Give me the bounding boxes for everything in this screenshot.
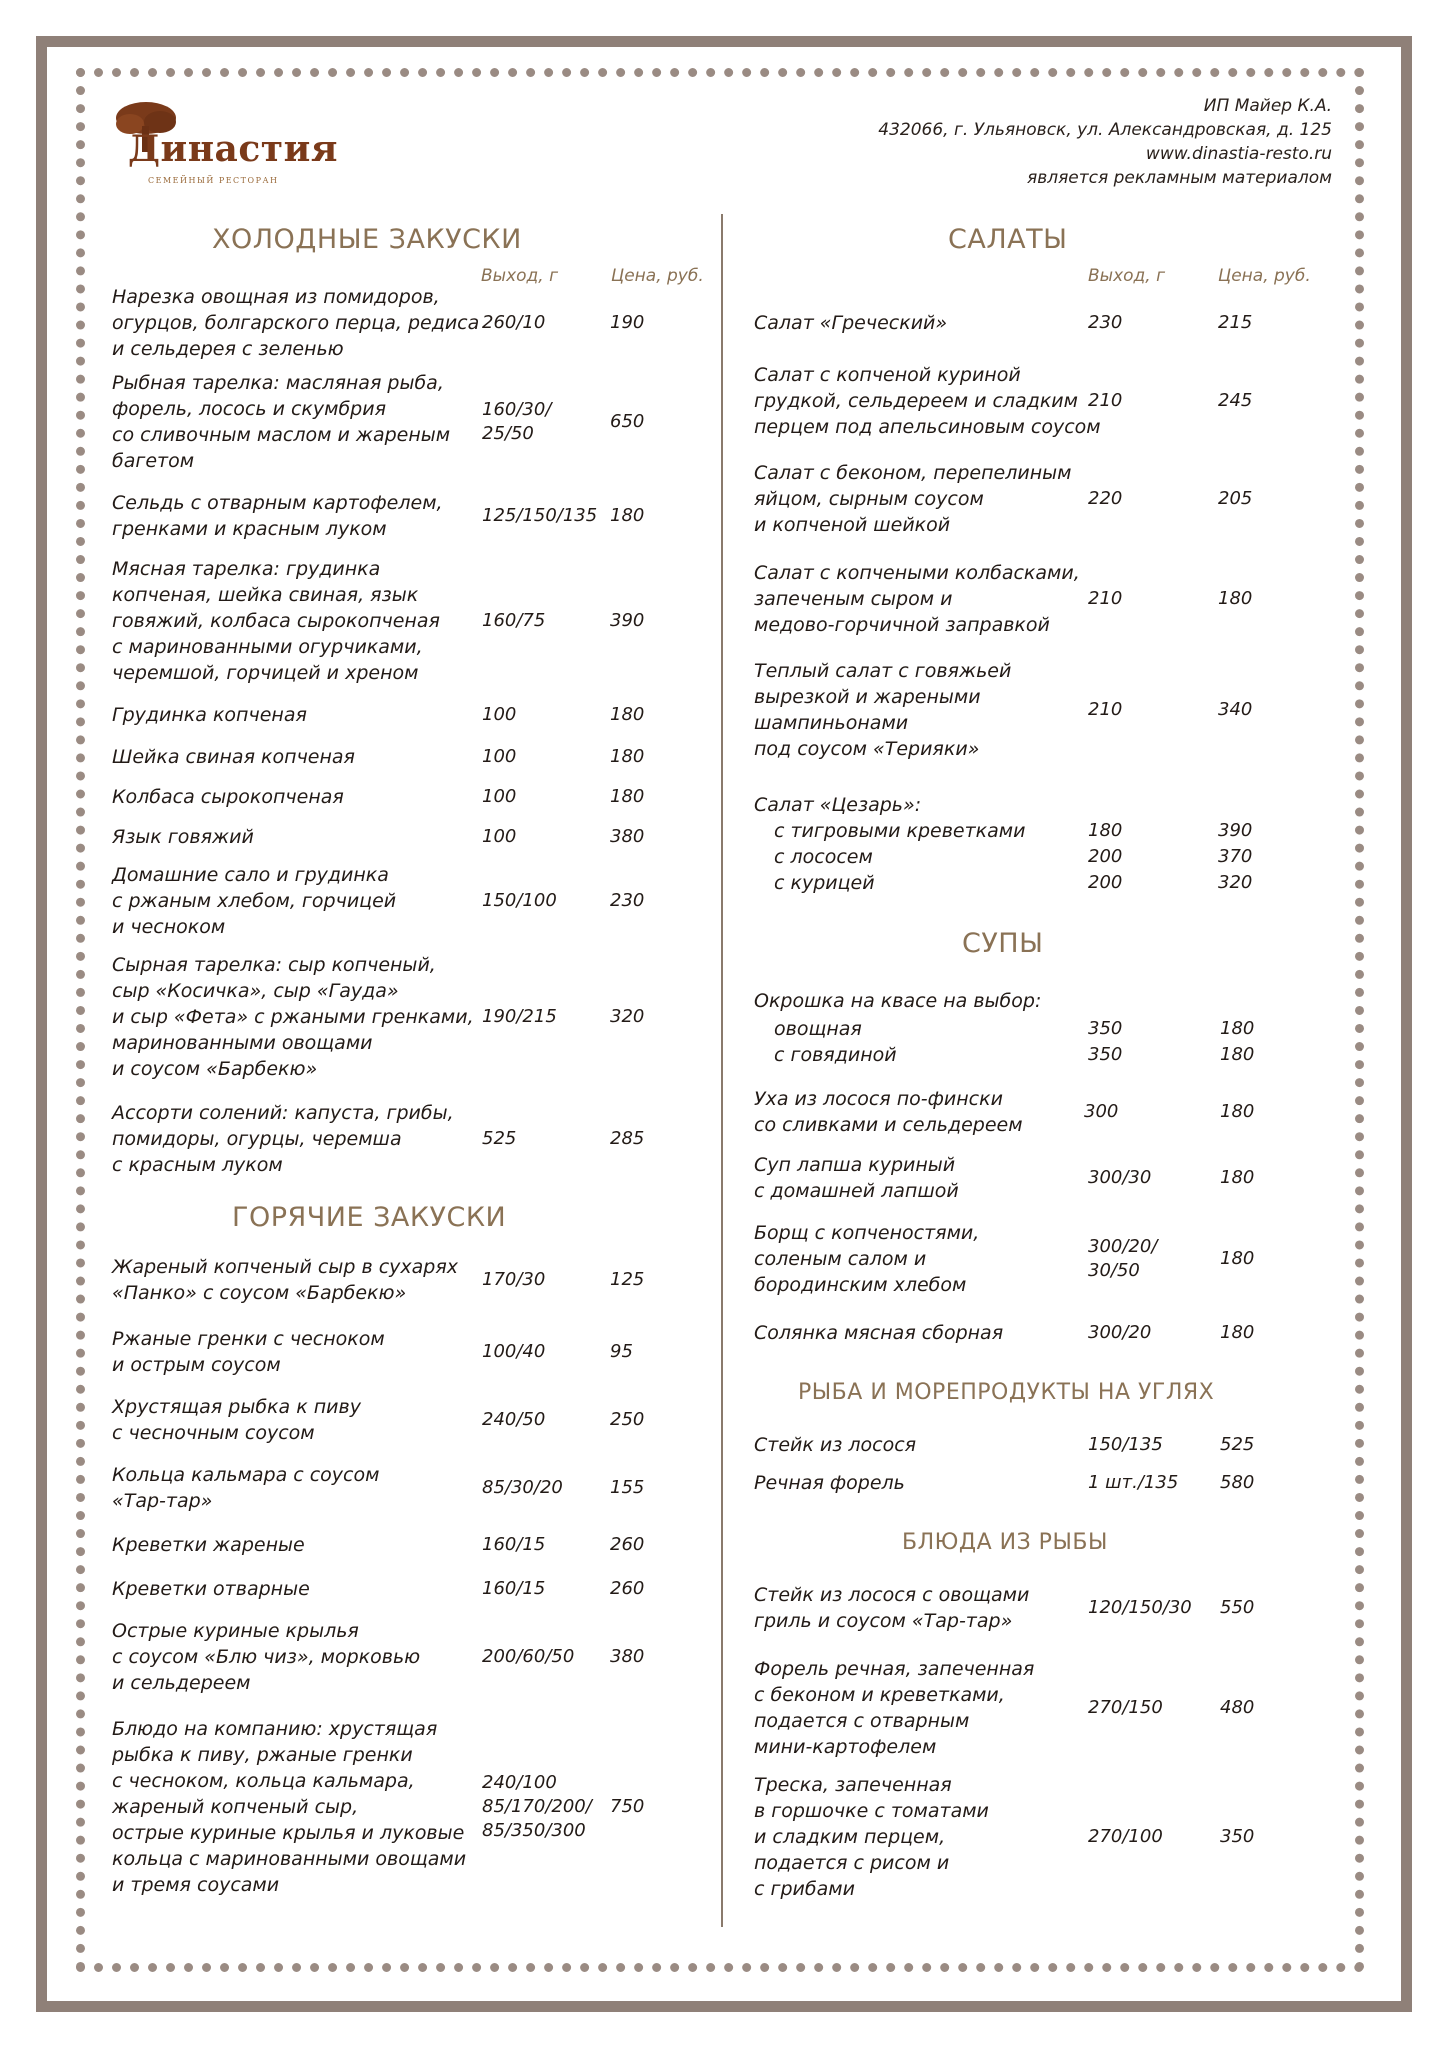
item-price: 480 [1220, 1697, 1255, 1718]
item-output: 150/100 [482, 890, 557, 911]
item-output: 200 [1088, 846, 1123, 867]
item-name: Стейк из лосося с овощами гриль и соусом «Тар-тар» [754, 1584, 1030, 1632]
item-price: 180 [1220, 1167, 1255, 1188]
item-price: 260 [610, 1578, 645, 1599]
brand-name: Династия [128, 128, 338, 170]
item-name: Жареный копченый сыр в сухарях «Панко» с соусом «Барбекю» [112, 1256, 459, 1304]
item-output: 300/20/ 30/50 [1088, 1236, 1158, 1281]
item-name: Креветки жареные [112, 1534, 305, 1556]
item-output: 120/150/30 [1088, 1597, 1192, 1618]
section-title-fish: БЛЮДА ИЗ РЫБЫ [902, 1530, 1108, 1555]
item-output: 270/100 [1088, 1826, 1163, 1847]
item-price: 260 [610, 1534, 645, 1555]
item-output: 160/75 [482, 610, 546, 631]
item-output: 160/30/ 25/50 [482, 399, 552, 444]
section-title-salads: САЛАТЫ [948, 224, 1068, 255]
item-name: с говядиной [774, 1044, 897, 1066]
item-price: 650 [610, 411, 645, 432]
menu-item [754, 1220, 1354, 1298]
menu-item [112, 1254, 712, 1306]
item-output: 300/20 [1088, 1322, 1152, 1343]
header-line-3: www.dinastia-resto.ru [1145, 144, 1332, 164]
item-output: 1 шт./135 [1088, 1472, 1179, 1493]
item-price: 370 [1218, 846, 1253, 867]
item-price: 285 [610, 1128, 645, 1149]
menu-item [774, 844, 1354, 870]
item-name: Колбаса сырокопченая [112, 786, 344, 808]
item-name: Суп лапша куриный с домашней лапшой [754, 1154, 959, 1202]
item-name: Сырная тарелка: сыр копченый, сыр «Косичка», сыр «Гауда» и сыр «Фета» с ржаными гренками, маринованными овощами и соусом «Барбекю» [112, 954, 474, 1080]
caesar-title: Салат «Цезарь»: [754, 794, 922, 816]
item-name: Салат с беконом, перепелиным яйцом, сырным соусом и копченой шейкой [754, 462, 1072, 536]
item-name: овощная [774, 1018, 862, 1040]
item-name: Треска, запеченная в горшочке с томатами и сладким перцем, подается с рисом и с грибами [754, 1774, 989, 1900]
item-price: 180 [610, 505, 645, 526]
header-line-1: ИП Майер К.А. [1203, 96, 1332, 116]
item-output: 300 [1084, 1101, 1119, 1122]
col-head-price-left: Цена, руб. [611, 266, 704, 286]
item-price: 180 [1220, 1322, 1255, 1343]
menu-item [754, 1582, 1354, 1634]
okroshka-title: Окрошка на квасе на выбор: [754, 990, 1042, 1012]
item-price: 205 [1218, 488, 1253, 509]
item-output: 240/100 85/170/200/ 85/350/300 [482, 1772, 592, 1841]
item-price: 155 [610, 1477, 645, 1498]
menu-item [754, 310, 1354, 336]
item-output: 260/10 [482, 312, 546, 333]
item-name: с лососем [774, 846, 873, 868]
item-price: 750 [610, 1796, 645, 1817]
menu-item [112, 784, 712, 810]
menu-item [112, 284, 712, 362]
item-price: 230 [610, 890, 645, 911]
item-output: 300/30 [1088, 1167, 1152, 1188]
menu-item [112, 824, 712, 850]
item-output: 190/215 [482, 1006, 557, 1027]
header-info [878, 94, 1332, 190]
item-price: 180 [1220, 1044, 1255, 1065]
menu-item [112, 1100, 712, 1178]
item-price: 180 [1220, 1018, 1255, 1039]
item-name: Домашние сало и грудинка с ржаным хлебом, горчицей и чесноком [112, 864, 397, 938]
item-name: Ассорти солений: капуста, грибы, помидоры, огурцы, черемша с красным луком [112, 1102, 454, 1176]
item-output: 240/50 [482, 1409, 546, 1430]
menu-item [112, 952, 712, 1082]
menu-item [754, 1772, 1354, 1902]
menu-item [112, 370, 712, 474]
header-line-4: является рекламным материалом [1026, 168, 1332, 188]
item-name: Ржаные гренки с чесноком и острым соусом [112, 1328, 385, 1376]
item-price: 390 [1218, 820, 1253, 841]
item-price: 180 [610, 746, 645, 767]
section-title-hot: ГОРЯЧИЕ ЗАКУСКИ [232, 1202, 507, 1233]
item-name: Рыбная тарелка: масляная рыба, форель, лосось и скумбрия со сливочным маслом и жареным багетом [112, 372, 451, 472]
menu-item [112, 1716, 712, 1898]
item-name: с курицей [774, 872, 875, 894]
menu-item [112, 1326, 712, 1378]
item-output: 125/150/135 [482, 505, 598, 526]
menu-item [754, 1470, 1354, 1496]
item-output: 525 [482, 1128, 517, 1149]
menu-item [774, 870, 1354, 896]
item-output: 100 [482, 746, 517, 767]
menu-item [754, 658, 1354, 762]
item-output: 100 [482, 826, 517, 847]
item-output: 230 [1088, 312, 1123, 333]
item-name: Острые куриные крылья с соусом «Блю чиз», морковью и сельдереем [112, 1620, 421, 1694]
menu-item [112, 1462, 712, 1514]
item-output: 220 [1088, 488, 1123, 509]
item-output: 200 [1088, 872, 1123, 893]
item-name: с тигровыми креветками [774, 820, 1026, 842]
item-name: Салат с копченой куриной грудкой, сельдереем и сладким перцем под апельсиновым соусом [754, 364, 1101, 438]
item-name: Грудинка копченая [112, 704, 307, 726]
section-title-grill: РЫБА И МОРЕПРОДУКТЫ НА УГЛЯХ [798, 1380, 1215, 1405]
col-head-out-left: Выход, г [481, 266, 559, 286]
menu-item [754, 1320, 1354, 1346]
header-line-2: 432066, г. Ульяновск, ул. Александровская, д. 125 [878, 120, 1332, 140]
item-price: 180 [610, 786, 645, 807]
item-output: 350 [1088, 1018, 1123, 1039]
menu-item [112, 1576, 712, 1602]
menu-group-title [754, 988, 1354, 1014]
item-output: 210 [1088, 390, 1123, 411]
item-output: 170/30 [482, 1269, 546, 1290]
menu-item [774, 1016, 1354, 1042]
item-name: Шейка свиная копченая [112, 746, 355, 768]
item-name: Солянка мясная сборная [754, 1322, 1004, 1344]
item-price: 390 [610, 610, 645, 631]
item-name: Мясная тарелка: грудинка копченая, шейка свиная, язык говяжий, колбаса сырокопченая с маринованными огурчиками, черемшой, горчицей и хреном [112, 558, 440, 684]
item-price: 215 [1218, 312, 1253, 333]
item-output: 180 [1088, 820, 1123, 841]
item-output: 160/15 [482, 1534, 546, 1555]
menu-item [774, 1042, 1354, 1068]
item-price: 320 [610, 1006, 645, 1027]
item-output: 210 [1088, 699, 1123, 720]
item-name: Кольца кальмара с соусом «Тар-тар» [112, 1464, 380, 1512]
item-price: 180 [1218, 588, 1253, 609]
item-price: 180 [1220, 1248, 1255, 1269]
item-price: 245 [1218, 390, 1253, 411]
menu-item [754, 460, 1354, 538]
item-price: 95 [610, 1341, 633, 1362]
item-name: Нарезка овощная из помидоров, огурцов, болгарского перца, редиса и сельдерея с зеленью [112, 286, 480, 360]
menu-item [112, 702, 712, 728]
item-name: Блюдо на компанию: хрустящая рыбка к пиву, ржаные гренки с чесноком, кольца кальмара, жареный копченый сыр, острые куриные крылья и луковые кольца с маринованными овощами и тремя соусами [112, 1718, 467, 1896]
menu-item [754, 1432, 1354, 1458]
item-output: 160/15 [482, 1578, 546, 1599]
item-price: 525 [1220, 1434, 1255, 1455]
menu-item [754, 560, 1354, 638]
item-output: 210 [1088, 588, 1123, 609]
menu-item [112, 490, 712, 542]
item-output: 100 [482, 704, 517, 725]
col-head-price-right: Цена, руб. [1218, 266, 1311, 286]
item-name: Форель речная, запеченная с беконом и креветками, подается с отварным мини-картофелем [754, 1658, 1035, 1758]
menu-item [112, 556, 712, 686]
item-output: 100 [482, 786, 517, 807]
item-price: 125 [610, 1269, 645, 1290]
item-name: Хрустящая рыбка к пиву с чесночным соусом [112, 1396, 361, 1444]
item-name: Салат с копчеными колбасками, запеченым сыром и медово-горчичной заправкой [754, 562, 1080, 636]
menu-item [754, 1152, 1354, 1204]
menu-item [754, 1086, 1354, 1138]
item-name: Борщ с копченостями, соленым салом и бородинским хлебом [754, 1222, 980, 1296]
item-price: 180 [1220, 1101, 1255, 1122]
item-output: 150/135 [1088, 1434, 1163, 1455]
item-price: 250 [610, 1409, 645, 1430]
item-price: 380 [610, 826, 645, 847]
item-name: Речная форель [754, 1472, 905, 1494]
item-name: Салат «Греческий» [754, 312, 948, 334]
item-name: Сельдь с отварным картофелем, гренками и красным луком [112, 492, 443, 540]
menu-item [112, 1618, 712, 1696]
col-head-out-right: Выход, г [1088, 266, 1166, 286]
item-output: 350 [1088, 1044, 1123, 1065]
brand-subtitle: СЕМЕЙНЫЙ РЕСТОРАН [148, 176, 279, 185]
item-name: Креветки отварные [112, 1578, 310, 1600]
item-output: 100/40 [482, 1341, 546, 1362]
section-title-soups: СУПЫ [962, 928, 1044, 959]
menu-item [112, 1394, 712, 1446]
item-price: 180 [610, 704, 645, 725]
item-price: 580 [1220, 1472, 1255, 1493]
menu-item [112, 744, 712, 770]
item-name: Язык говяжий [112, 826, 254, 848]
item-price: 320 [1218, 872, 1253, 893]
item-price: 550 [1220, 1597, 1255, 1618]
menu-item [754, 1656, 1354, 1760]
menu-item [112, 862, 712, 940]
item-price: 350 [1220, 1826, 1255, 1847]
column-divider [721, 214, 723, 1927]
item-price: 380 [610, 1646, 645, 1667]
menu-item [112, 1532, 712, 1558]
menu-item [754, 362, 1354, 440]
item-price: 190 [610, 312, 645, 333]
item-output: 270/150 [1088, 1697, 1163, 1718]
item-price: 340 [1218, 699, 1253, 720]
item-name: Теплый салат с говяжьей вырезкой и жареными шампиньонами под соусом «Терияки» [754, 660, 1012, 760]
menu-group-title [754, 792, 1354, 818]
item-output: 85/30/20 [482, 1477, 563, 1498]
section-title-cold: ХОЛОДНЫЕ ЗАКУСКИ [212, 224, 522, 255]
item-output: 200/60/50 [482, 1646, 575, 1667]
item-name: Уха из лосося по-фински со сливками и сельдереем [754, 1088, 1023, 1136]
menu-item [774, 818, 1354, 844]
item-name: Стейк из лосося [754, 1434, 917, 1456]
